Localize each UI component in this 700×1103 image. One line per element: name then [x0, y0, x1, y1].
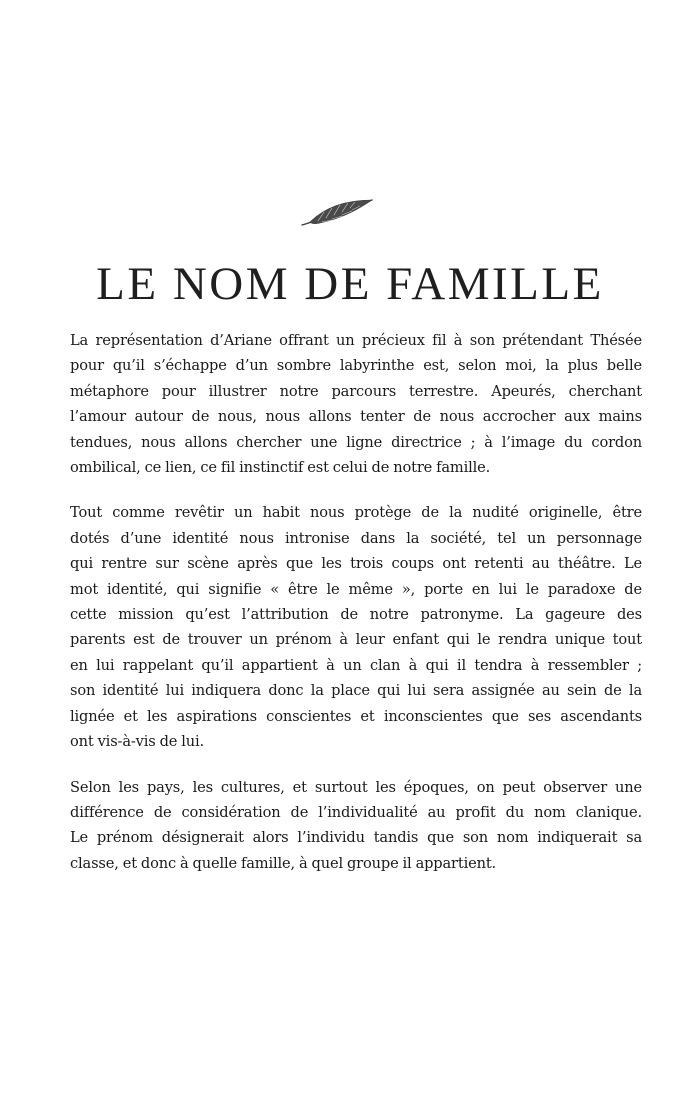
text-line: cette mission qu’est l’attribution de notre patronyme. La gageure des [70, 606, 642, 624]
text-line: Selon les pays, les cultures, et surtout les époques, on peut observer une [70, 778, 642, 796]
text-line: pour qu’il s’échappe d’un sombre labyrinthe est, selon moi, la plus belle [70, 357, 642, 375]
text-line: lignée et les aspirations conscientes et inconscientes que ses ascendants [70, 707, 642, 725]
paragraph-2 [70, 500, 642, 754]
chapter-title: LE NOM DE FAMILLE [96, 258, 604, 310]
text-line: métaphore pour illustrer notre parcours terrestre. Apeurés, cherchant [70, 382, 642, 400]
text-line: qui rentre sur scène après que les trois coups ont retenti au théâtre. Le [70, 555, 642, 573]
body-text [70, 328, 642, 896]
text-line: mot identité, qui signifie « être le même », porte en lui le paradoxe de [70, 580, 642, 598]
text-line: parents est de trouver un prénom à leur enfant qui le rendra unique tout [70, 631, 642, 649]
text-line: La représentation d’Ariane offrant un précieux fil à son prétendant Thésée [70, 332, 642, 349]
text-line: classe, et donc à quelle famille, à quel groupe il appartient. [70, 854, 497, 872]
paragraph-3 [70, 775, 642, 877]
text-line: ombilical, ce lien, ce fil instinctif est celui de notre famille. [70, 459, 491, 477]
text-line: Tout comme revêtir un habit nous protège de la nudité originelle, être [70, 504, 642, 522]
text-line: Le prénom désignerait alors l’individu tandis que son nom indiquerait sa [70, 829, 642, 847]
feather-icon [298, 194, 378, 234]
text-line: ont vis-à-vis de lui. [70, 733, 205, 751]
text-line: son identité lui indiquera donc la place qui lui sera assignée au sein de la [70, 682, 642, 700]
text-line: dotés d’une identité nous intronise dans la société, tel un personnage [70, 529, 642, 547]
text-line: tendues, nous allons chercher une ligne directrice ; à l’image du cordon [70, 433, 642, 451]
text-line: différence de considération de l’individualité au profit du nom clanique. [70, 803, 642, 821]
text-line: en lui rappelant qu’il appartient à un clan à qui il tendra à ressembler ; [70, 656, 642, 674]
paragraph-1 [70, 328, 642, 480]
text-line: l’amour autour de nous, nous allons tenter de nous accrocher aux mains [70, 408, 642, 426]
